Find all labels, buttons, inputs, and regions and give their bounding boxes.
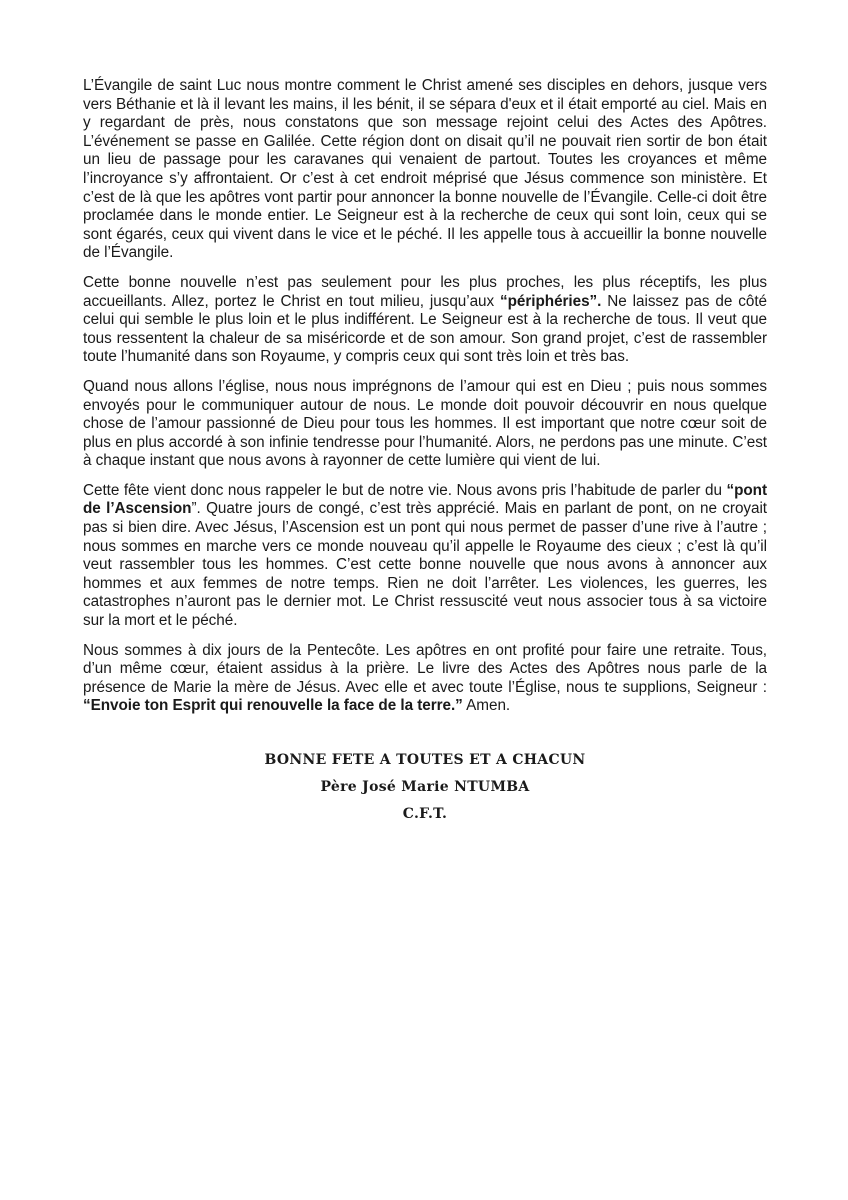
text-run: Amen.	[462, 697, 511, 715]
text-run: Nous sommes à dix jours de la Pentecôte. Les apôtres en ont profité pour faire une retraite. Tous, d’un même cœur, étaient assidus à la prière. Le livre des Actes des Apôtres nous parle de la présence de Marie la mère de Jésus. Avec elle et avec toute l’Église, nous te supplions, Seigneur :	[83, 641, 767, 696]
text-run: Cette bonne nouvelle n’est pas seulement pour les plus proches, les plus réceptifs, les plus accueillants. Allez, portez le Christ en tout milieu, jusqu’aux	[83, 273, 767, 310]
text-run: Cette fête vient donc nous rappeler le but de notre vie. Nous avons pris l’habitude de parler du	[83, 481, 727, 499]
closing-block	[83, 747, 767, 828]
author-affiliation: C.F.T.	[402, 806, 448, 822]
document-body	[83, 77, 767, 716]
text-run: ”. Quatre jours de congé, c’est très apprécié. Mais en parlant de pont, on ne croyait pas si bien dire. Avec Jésus, l’Ascension est un pont qui nous permet de passer d’une rive à l’autre ; nous sommes en marche vers ce monde nouveau qu’il appelle le Royaume des cieux ; c’est là qu’il veut rassembler tous les hommes. C’est cette bonne nouvelle que nous avons à annoncer aux hommes et aux femmes de notre temps. Rien ne doit l’arrêter. Les violences, les guerres, les catastrophes n’auront pas le dernier mot. Le Christ ressuscité veut nous associer tous à sa victoire sur la mort et le péché.	[83, 500, 767, 630]
bold-quote: “pont de l’Ascension	[83, 481, 767, 518]
closing-greeting: BONNE FETE A TOUTES ET A CHACUN	[264, 752, 586, 768]
bold-quote: “Envoie ton Esprit qui renouvelle la face de la terre.”	[83, 697, 463, 715]
text-run: Quand nous allons l’église, nous nous imprégnons de l’amour qui est en Dieu ; puis nous sommes envoyés pour le communiquer autour de nous. Le monde doit pouvoir découvrir en nous quelque chose de l’amour passionné de Dieu pour tous les hommes. Il est important que notre cœur soit de plus en plus accordé à son infinie tendresse pour l’humanité. Alors, ne perdons pas une minute. C’est à chaque instant que nous avons à rayonner de cette lumière qui vient de lui.	[83, 377, 767, 470]
document-page	[83, 77, 767, 828]
author-name: Père José Marie NTUMBA	[320, 779, 530, 795]
paragraph	[83, 77, 767, 263]
text-run: Ne laissez pas de côté celui qui semble le plus loin et le plus indifférent. Le Seigneur est à la recherche de tous. Il veut que tous ressentent la chaleur de sa miséricorde et de son amour. Son grand projet, c’est de rassembler toute l’humanité dans son Royaume, y compris ceux qui sont très loin et très bas.	[83, 292, 767, 366]
paragraph	[83, 482, 767, 631]
text-run: L’Évangile de saint Luc nous montre comment le Christ amené ses disciples en dehors, jusque vers vers Béthanie et là il levant les mains, il les bénit, il se sépara d'eux et il était emporté au ciel. Mais en y regardant de près, nous constatons que son message rejoint celui des Actes des Apôtres. L’événement se passe en Galilée. Cette région dont on disait qu’il ne pouvait rien sortir de bon était un lieu de passage pour les caravanes qui venaient de partout. Toutes les croyances et même l’incroyance s’y affrontaient. Or c’est à cet endroit méprisé que Jésus commence son ministère. Et c’est de là que les apôtres vont partir pour annoncer la bonne nouvelle de l’Évangile. Celle-ci doit être proclamée dans le monde entier. Le Seigneur est à la recherche de ceux qui sont loin, ceux qui se sont égarés, ceux qui vivent dans le vice et le péché. Il les appelle tous à accueillir la bonne nouvelle de l’Évangile.	[83, 77, 767, 262]
paragraph	[83, 274, 767, 367]
paragraph	[83, 378, 767, 471]
bold-quote: “périphéries”.	[500, 292, 602, 310]
paragraph	[83, 642, 767, 716]
